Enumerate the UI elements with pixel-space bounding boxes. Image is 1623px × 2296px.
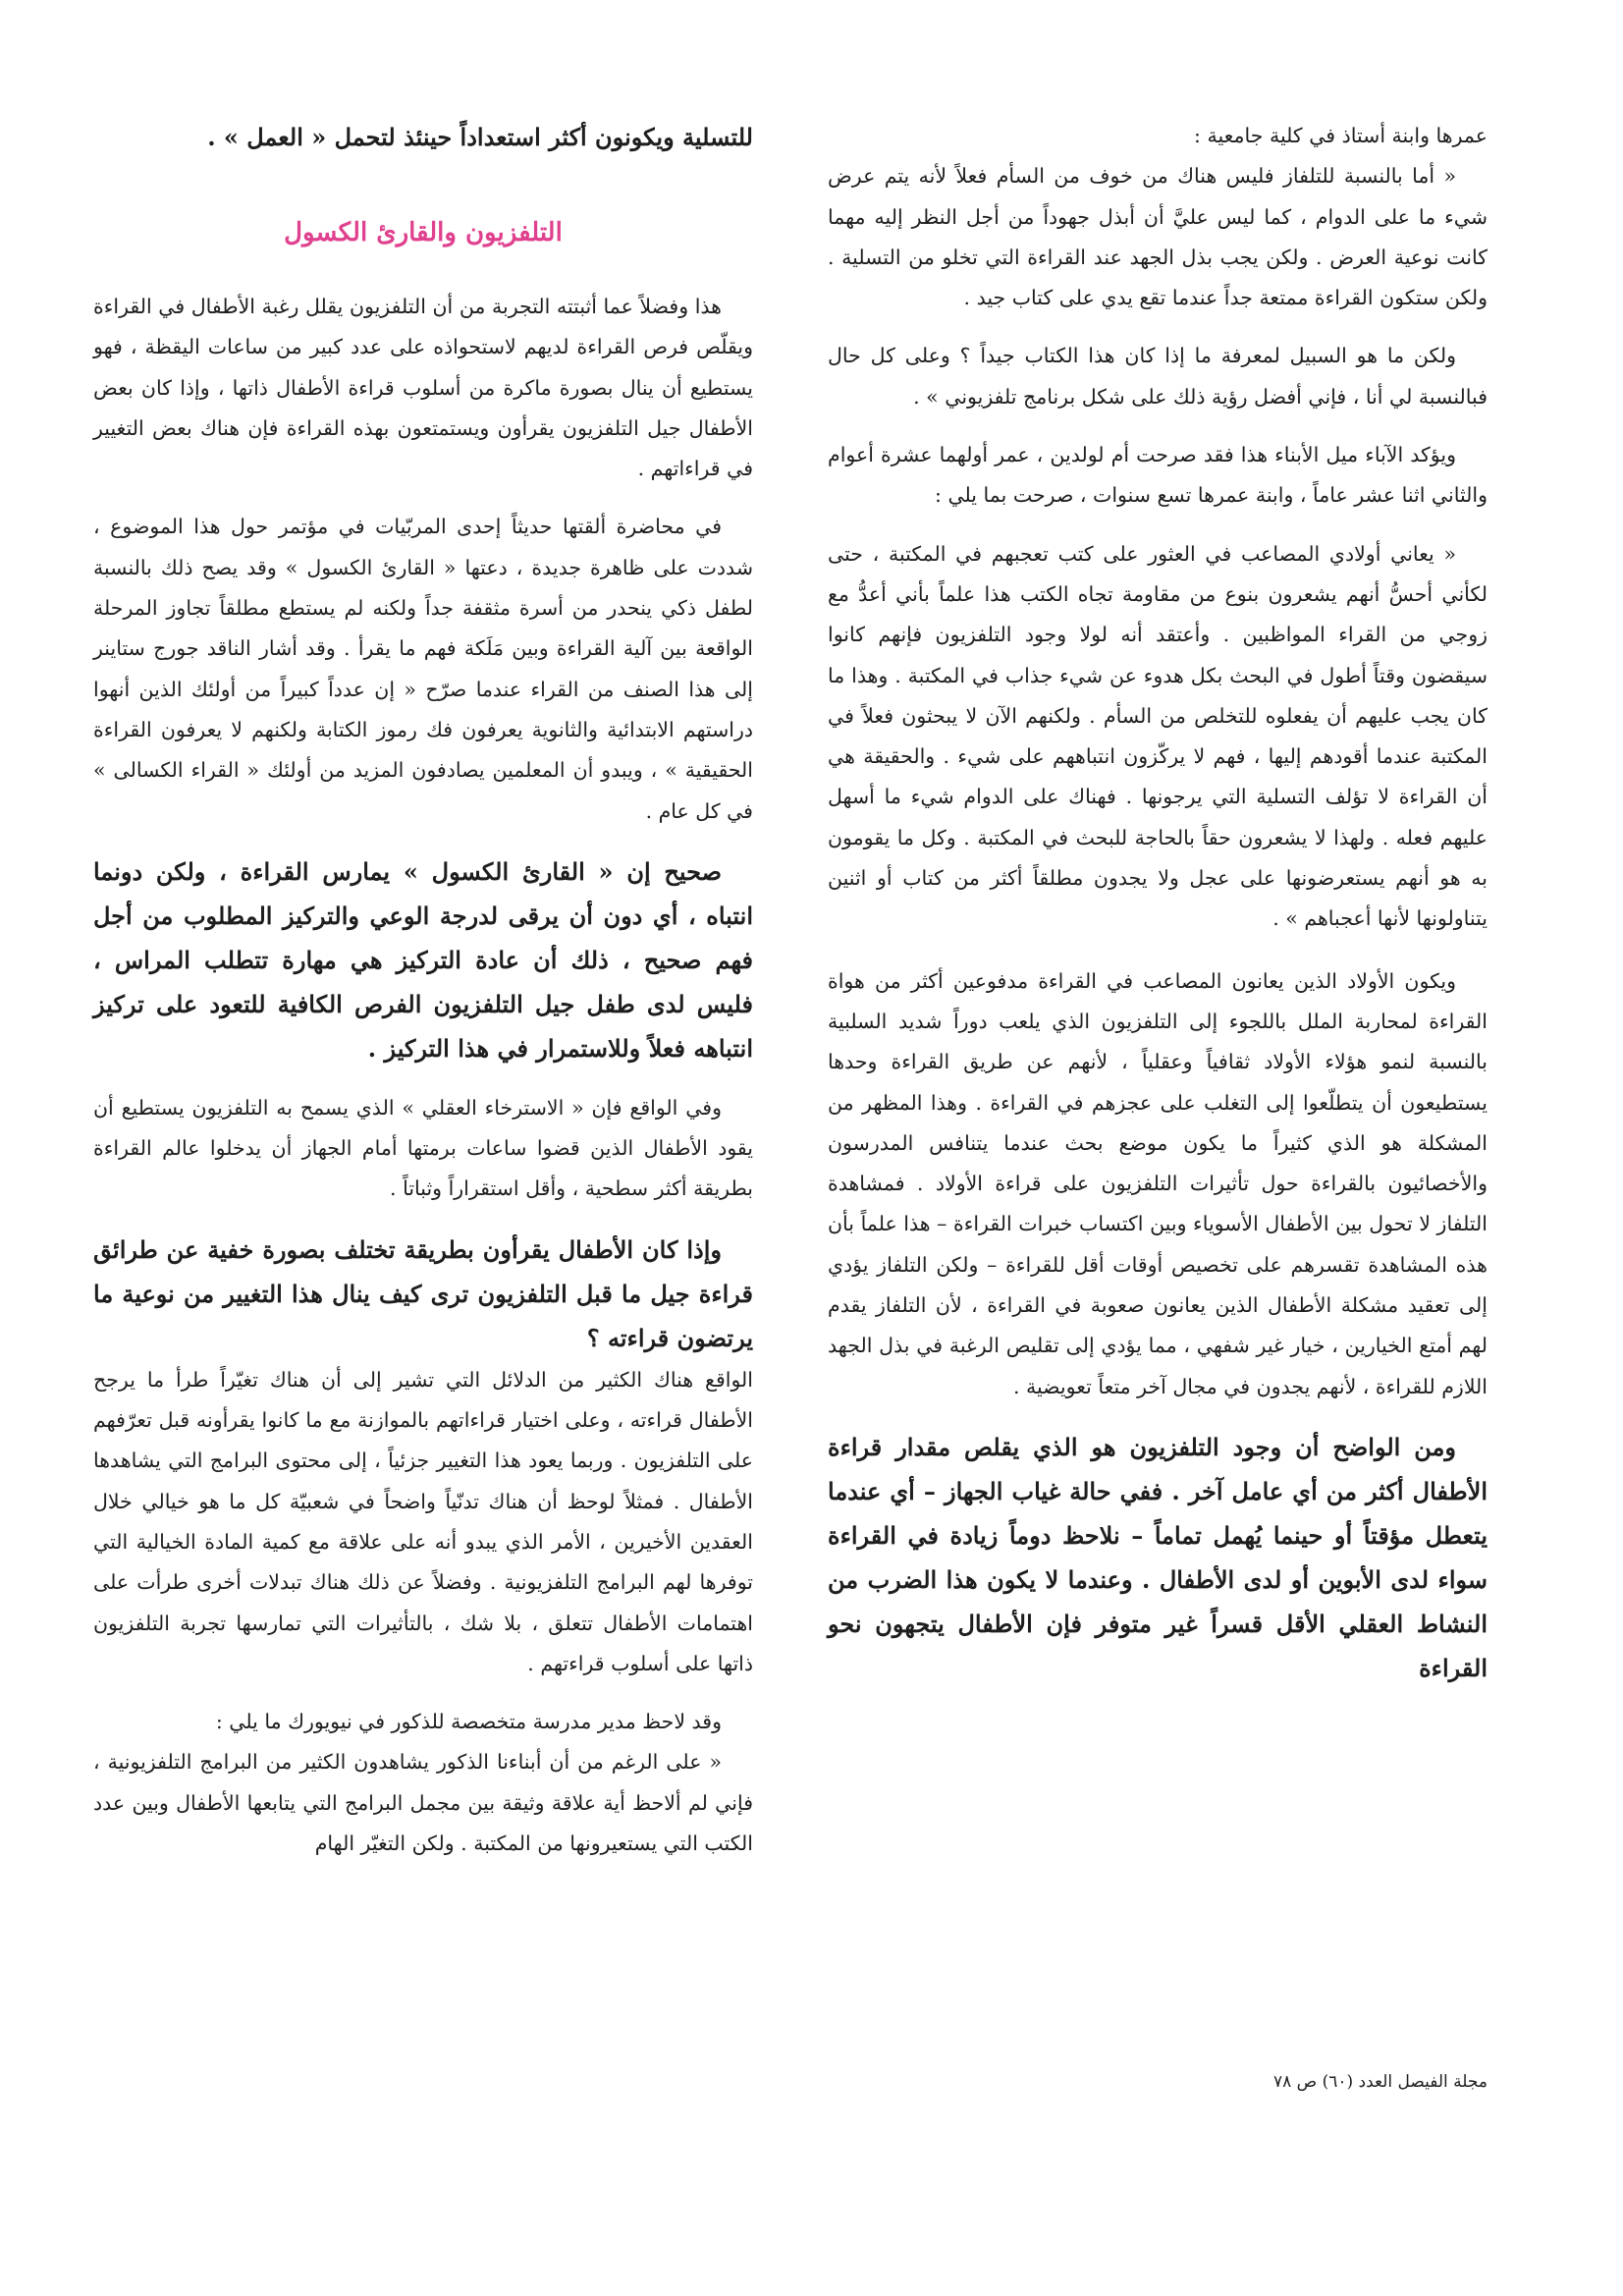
- paragraph: عمرها وابنة أستاذ في كلية جامعية :: [1194, 124, 1488, 147]
- left-column: [93, 116, 753, 1864]
- paragraph: هذا وفضلاً عما أثبتته التجربة من أن التلفزيون يقلل رغبة الأطفال في القراءة ويقلّص فرص القراءة لديهم لاستحواذه على عدد كبير من ساعات اليقظة ، فهو يستطيع أن ينال بصورة ماكرة من أسلوب قراءة الأطفال ذاتها ، وإذا كان بعض الأطفال جيل التلفزيون يقرأون ويستمتعون بهذه القراءة فإن هناك بعض التغيير في قراءاتهم .: [93, 295, 753, 481]
- emphasis-paragraph: صحيح إن « القارئ الكسول » يمارس القراءة ، ولكن دونما انتباه ، أي دون أن يرقى لدرجة الوعي والتركيز المطلوب من أجل فهم صحيح ، ذلك أن عادة التركيز هي مهارة تتطلب المراس ، فليس لدى طفل جيل التلفزيون الفرص الكافية للتعود على تركيز انتباهه فعلاً وللاستمرار في هذا التركيز .: [93, 856, 753, 1063]
- paragraph: ويؤكد الآباء ميل الأبناء هذا فقد صرحت أم لولدين ، عمر أولهما عشرة أعوام والثاني اثنا عشر عاماً ، وابنة عمرها تسع سنوات ، صرحت بما يلي :: [828, 443, 1488, 508]
- paragraph: وفي الواقع فإن « الاسترخاء العقلي » الذي يسمح به التلفزيون يستطيع أن يقود الأطفال الذين قضوا ساعات برمتها أمام الجهاز أن يدخلوا عالم القراءة بطريقة أكثر سطحية ، وأقل استقراراً وثباتاً .: [93, 1095, 753, 1201]
- quote-paragraph: « على الرغم من أن أبناءنا الذكور يشاهدون الكثير من البرامج التلفزيونية ، فإني لم ألاحظ أية علاقة وثيقة بين مجمل البرامج التي يتابعها الأطفال وبين عدد الكتب التي يستعيرونها من المكتبة . ولكن التغيّر الهام: [93, 1750, 753, 1856]
- paragraph: « أما بالنسبة للتلفاز فليس هناك من خوف من السأم فعلاً لأنه يتم عرض شيء ما على الدوام ، كما ليس عليَّ أن أبذل جهوداً من أجل النظر إليه مهما كانت نوعية العرض . ولكن يجب بذل الجهد عند القراءة التي تخلو من التسلية . ولكن ستكون القراءة ممتعة جداً عندما تقع يدي على كتاب جيد .: [828, 164, 1488, 310]
- paragraph: ولكن ما هو السبيل لمعرفة ما إذا كان هذا الكتاب جيداً ؟ وعلى كل حال فبالنسبة لي أنا ، فإني أفضل رؤية ذلك على شكل برنامج تلفزيوني » .: [828, 344, 1488, 409]
- emphasis-paragraph: وإذا كان الأطفال يقرأون بطريقة تختلف بصورة خفية عن طرائق قراءة جيل ما قبل التلفزيون ترى كيف ينال هذا التغيير من نوعية ما يرتضون قراءته ؟: [93, 1234, 753, 1352]
- paragraph: الواقع هناك الكثير من الدلائل التي تشير إلى أن هناك تغيّراً طرأ ما يرجح الأطفال قراءته ، وعلى اختيار قراءاتهم بالموازنة مع ما كانوا يقرأونه قبل تعرّفهم على التلفزيون . وربما يعود هذا التغيير جزئياً ، إلى محتوى البرامج التي يشاهدها الأطفال . فمثلاً لوحظ أن هناك تدنّياً واضحاً في شعبيّة كل ما هو خيالي خلال العقدين الأخيرين ، الأمر الذي يبدو أنه على علاقة مع كمية المادة الخيالية التي توفرها لهم البرامج التلفزيونية . وفضلاً عن ذلك هناك تبدلات أخرى طرأت على اهتمامات الأطفال تتعلق ، بلا شك ، بالتأثيرات التي تمارسها تجربة التلفزيون ذاتها على أسلوب قراءتهم .: [93, 1367, 753, 1675]
- continued-line: للتسلية ويكونون أكثر استعداداً حينئذ لتحمل « العمل » .: [207, 123, 753, 151]
- quote-paragraph: « يعاني أولادي المصاعب في العثور على كتب تعجبهم في المكتبة ، حتى لكأني أحسُّ أنهم يشعرون بنوع من مقاومة تجاه الكتب هذا علماً بأني أعدُّ مع زوجي من القراء المواظبين . وأعتقد أنه لولا وجود التلفزيون فإنهم كانوا سيقضون وقتاً أطول في البحث بكل هدوء عن شيء جذاب في المكتبة . وهذا ما كان يجب عليهم أن يفعلوه للتخلص من السأم . ولكنهم الآن لا يبحثون فعلاً في المكتبة عندما أقودهم إليها ، فهم لا يركّزون انتباههم على شيء . والحقيقة هي أن القراءة لا تؤلف التسلية التي يرجونها . فهناك على الدوام شيء ما أسهل عليهم فعله . ولهذا لا يشعرون حقاً بالحاجة للبحث في المكتبة . وكل ما يقومون به هو أنهم يستعرضونها على عجل ولا يجدون مطلقاً أكثر من كتاب أو اثنين يتناولونها لأنها أعجباهم » .: [828, 541, 1488, 931]
- paragraph: ويكون الأولاد الذين يعانون المصاعب في القراءة مدفوعين أكثر من هواة القراءة لمحاربة الملل باللجوء إلى التلفزيون الذي يلعب دوراً شديد السلبية بالنسبة لنمو هؤلاء الأولاد ثقافياً وعقلياً ، لأنهم عن طريق القراءة وحدها يستطيعون أن يتطلّعوا إلى التغلب على عجزهم في القراءة . وهذا المظهر من المشكلة هو الذي كثيراً ما يكون موضع بحث عندما يتنافس المدرسون والأخصائيون بالقراءة حول تأثيرات التلفزيون على قراءة الأولاد . فمشاهدة التلفاز لا تحول بين الأطفال الأسوياء وبين اكتساب خبرات القراءة – هذا علماً بأن هذه المشاهدة تقسرهم على تخصيص أوقات أقل للقراءة – ولكن التلفاز يؤدي إلى تعقيد مشكلة الأطفال الذين يعانون صعوبة في القراءة ، لأن التلفاز يقدم لهم أمتع الخيارين ، خيار غير شفهي ، مما يؤدي إلى تقليص الرغبة في بذل الجهد اللازم للقراءة ، لأنهم يجدون في مجال آخر متعاً تعويضية .: [828, 968, 1488, 1398]
- section-heading: التلفزيون والقارئ الكسول: [284, 218, 563, 247]
- right-column: [828, 116, 1488, 1690]
- page-footer: مجلة الفيصل العدد (٦٠) ص ٧٨: [1272, 2072, 1488, 2092]
- emphasis-paragraph: ومن الواضح أن وجود التلفزيون هو الذي يقلص مقدار قراءة الأطفال أكثر من أي عامل آخر . ففي حالة غياب الجهاز – أي عندما يتعطل مؤقتاً أو حينما يُهمل تماماً – نلاحظ دوماً زيادة في القراءة سواء لدى الأبوين أو لدى الأطفال . وعندما لا يكون هذا الضرب من النشاط العقلي الأقل قسراً غير متوفر فإن الأطفال يتجهون نحو القراءة: [828, 1432, 1488, 1682]
- paragraph: في محاضرة ألقتها حديثاً إحدى المربّيات في مؤتمر حول هذا الموضوع ، شددت على ظاهرة جديدة ، دعتها « القارئ الكسول » وقد يصح ذلك بالنسبة لطفل ذكي ينحدر من أسرة مثقفة جداً ولكنه لم يستطع مطلقاً تجاوز المرحلة الواقعة بين آلية القراءة وبين مَلَكة فهم ما يقرأ . وقد أشار الناقد جورج ستاينر إلى هذا الصنف من القراء عندما صرّح « إن عدداً كبيراً من أولئك الذين أنهوا دراستهم الابتدائية والثانوية يعرفون فك رموز الكتابة ولكنهم لا يعرفون القراءة الحقيقية » ، ويبدو أن المعلمين يصادفون المزيد من أولئك « القراء الكسالى » في كل عام .: [93, 515, 753, 823]
- paragraph: وقد لاحظ مدير مدرسة متخصصة للذكور في نيويورك ما يلي :: [215, 1710, 722, 1734]
